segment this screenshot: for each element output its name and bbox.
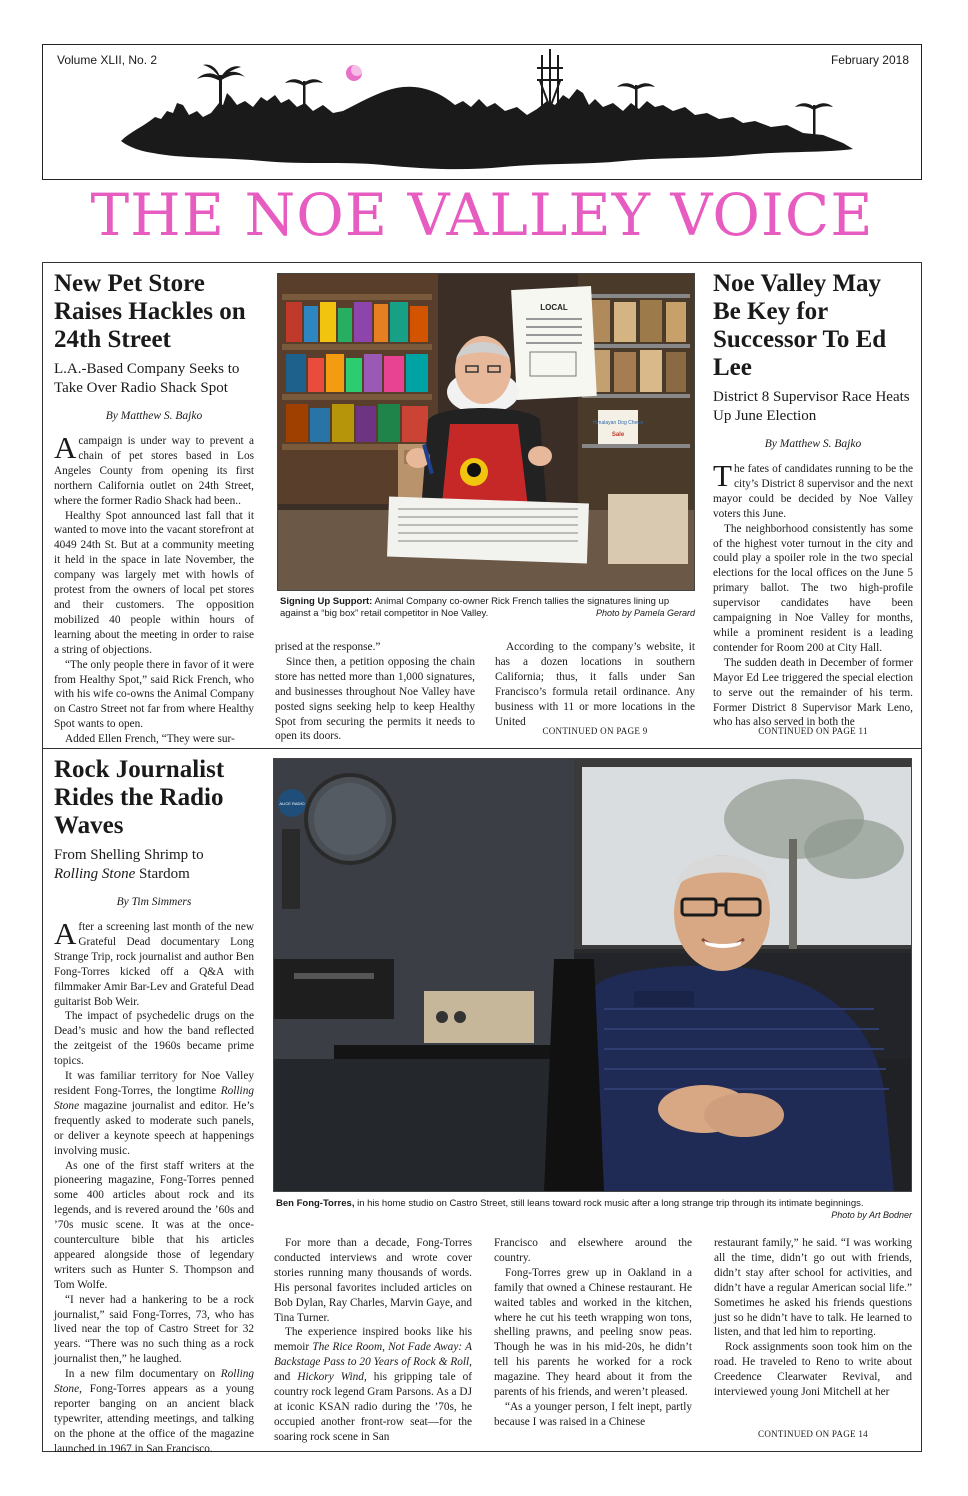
body-rock-journalist-col4: restaurant family,” he said. “I was working all the time, didn’t go out with friends, didn’t stay after school for activities, and didn’t have a regular American social life.” Sometimes he asked his friends questions just so he didn’t have to talk. He learned to listen, and that led him to reporting. Rock assignments soon took him on the road. He traveled to Reno to write about Creedence Clearwater Revival, and interviewed young Joni Mitchell at her — [714, 1237, 912, 1399]
photo-caption-rick-french: Signing Up Support: Animal Company co-owner Rick French tallies the signatures lining up against a “big box” retail competitor in Noe Valley. — [280, 596, 670, 619]
masthead-box — [42, 44, 922, 180]
svg-text:ALICE RADIO: ALICE RADIO — [279, 801, 305, 806]
section-divider — [42, 748, 922, 749]
svg-text:Sale: Sale — [611, 432, 625, 438]
issue-date: February 2018 — [830, 53, 909, 67]
photo-ben-fong-torres[interactable] — [273, 758, 912, 1192]
byline-pet-store: By Matthew S. Bajko — [105, 410, 203, 422]
body-pet-store-col3: According to the company’s website, it has a dozen locations in southern California; thus, it falls under San Francisco’s formula retail ordinance. Any business with 11 or more locations in the United — [495, 641, 695, 728]
byline-rock-journalist: By Tim Simmers — [116, 896, 192, 908]
byline-district-8: By Matthew S. Bajko — [764, 438, 862, 450]
body-rock-journalist-col3: Francisco and elsewhere around the country. Fong-Torres grew up in Oakland in a family that owned a Chinese restaurant. He waited tables and worked in the kitchen, where he cut his teeth wrapping won tons, shelling prawns, and peeling snow peas. Though he was in his mid-20s, he didn’t tell his parents he worked for a rock magazine. They heard about it from the parents of his friends, and weren’t pleased. “As a younger person, I felt inept, partly because I was raised in a Chinese — [494, 1237, 692, 1428]
ben-fong-torres-photo-illustration — [274, 759, 911, 1191]
photo-rick-french[interactable] — [277, 273, 695, 591]
dropcap-a: A — [54, 430, 77, 465]
newspaper-title: THE NOE VALLEY VOICE — [90, 181, 874, 249]
deck-district-8: District 8 Supervisor Race Heats Up June Election — [713, 389, 910, 424]
deck-pet-store: L.A.-Based Company Seeks to Take Over Radio Shack Spot — [54, 361, 240, 396]
skyline-silhouette-illustration — [43, 45, 921, 179]
body-pet-store-col2: prised at the response.” Since then, a petition opposing the chain store has netted more than 1,000 signatures, and businesses throughout Noe Valley have posted signs seeking help to keep Healthy Spot from securing the permits it needs to open its doors. — [275, 641, 475, 743]
svg-text:Himalayan Dog Chews: Himalayan Dog Chews — [592, 420, 644, 426]
headline-district-8[interactable]: Noe Valley May Be Key for Successor To Ed Lee — [713, 270, 887, 381]
body-rock-journalist-col1: After a screening last month of the new Grateful Dead documentary Long Strange Trip, rock journalist and author Ben Fong-Torres kicked off a Q&A with filmmaker Amir Bar-Lev and Grateful Dead guitarist Bob Weir. The impact of psychedelic drugs on the Dead’s music and how the band reflected the zeitgeist of the 1960s became prime topics. It was familiar territory for Noe Valley resident Fong-Torres, the longtime Rolling Stone magazine journalist and editor. He’s frequently asked to moderate such panels, or deliver a keynote speech at happenings involving music. As one of the first staff writers at the pioneering magazine, Fong-Torres penned some 400 articles about rock and its legends, and is revered around the ’60s and ’70s music scene. It was at the once-counterculture bible that his articles appeared alongside those of legendary writers such as Hunter S. Thompson and Tom Wolfe. “I never had a hankering to be a rock journalist,” said Fong-Torres, 73, who has lived near the top of Castro Street for 32 years. “There was no such thing as a rock journalist then,” he laughed. In a new film documentary on Rolling Stone, Fong-Torres appears as a young reporter banging on an ancient black typewriter, attending meetings, and talking on the phone at the office of the magazine launched in 1967 in San Francisco. — [54, 916, 255, 1455]
dropcap-a-rock: A — [54, 916, 77, 951]
headline-rock-journalist[interactable]: Rock Journalist Rides the Radio Waves — [54, 756, 225, 839]
continued-page-9-link[interactable]: CONTINUED ON PAGE 9 — [542, 726, 648, 736]
continued-page-11-link[interactable]: CONTINUED ON PAGE 11 — [758, 726, 868, 736]
dropcap-t: T — [713, 458, 732, 493]
volume-number: Volume XLII, No. 2 — [57, 53, 158, 67]
body-pet-store-col1: Acampaign is under way to prevent a chain of pet stores based in Los Angeles County from opening its first northern California outlet on 24th Street, where the former Radio Shack had been.. Healthy Spot announced last fall that it wanted to move into the vacant storefront at 4049 24th St. But at a community meeting it held in the space in late November, the company was largely met with howls of protest from the owners of local pet stores and their customers. The opposition mobilized 40 people within hours of learning about the meeting in order to raise a string of objections. “The only people there in favor of it were from Healthy Spot,” said Rick French, who with his wife co-owns the Animal Company on Castro Street not far from where Healthy Spot wants to open. Added Ellen French, “They were sur- — [54, 430, 254, 746]
story-pet-store — [54, 270, 254, 747]
continued-page-14-link[interactable]: CONTINUED ON PAGE 14 — [758, 1429, 868, 1439]
photo-caption-ben-fong-torres: Ben Fong-Torres, in his home studio on Castro Street, still leans toward rock music after a long strange trip through its intimate beginnings. — [276, 1198, 864, 1209]
photo-credit-pamela-gerard: Photo by Pamela Gerard — [595, 608, 695, 618]
story-district-8 — [713, 270, 913, 730]
svg-text:LOCAL: LOCAL — [540, 303, 568, 312]
body-district-8: The fates of candidates running to be the city’s District 8 supervisor and the next mayor could be decided by Noe Valley voters this June. The neighborhood consistently has some of the highest voter turnout in the city and could play a spoiler role in the two special elections for the local offices on the June 5 primary ballot. The two high-profile supervisor candidates have been campaigning in Noe Valley for months, while a prominent resident is a leading contender for Room 200 at City Hall. The sudden death in December of former Mayor Ed Lee triggered the special election to serve out the remainder of his term. Former District 8 Supervisor Mark Leno, who has also served in both the — [713, 458, 913, 729]
body-rock-journalist-col2: For more than a decade, Fong-Torres conducted interviews and wrote cover stories running many thousands of words. His personal favorites included articles on Bob Dylan, Ray Charles, Marvin Gaye, and Tina Turner. The experience inspired books like his memoir The Rice Room, Not Fade Away: A Backstage Pass to 20 Years of Rock & Roll, and Hickory Wind, his gripping tale of country rock legend Gram Parsons. As a DJ at iconic KSAN radio during the ’70s, he occupied another front-row seat—for the soaring rock scene in San — [274, 1237, 473, 1443]
story-rock-journalist — [54, 756, 254, 1457]
photo-credit-art-bodner: Photo by Art Bodner — [831, 1210, 912, 1220]
headline-pet-store[interactable]: New Pet Store Raises Hackles on 24th Street — [54, 270, 246, 353]
deck-rock-journalist: From Shelling Shrimp to Rolling Stone Stardom — [54, 847, 204, 882]
rick-french-photo-illustration — [278, 274, 694, 590]
